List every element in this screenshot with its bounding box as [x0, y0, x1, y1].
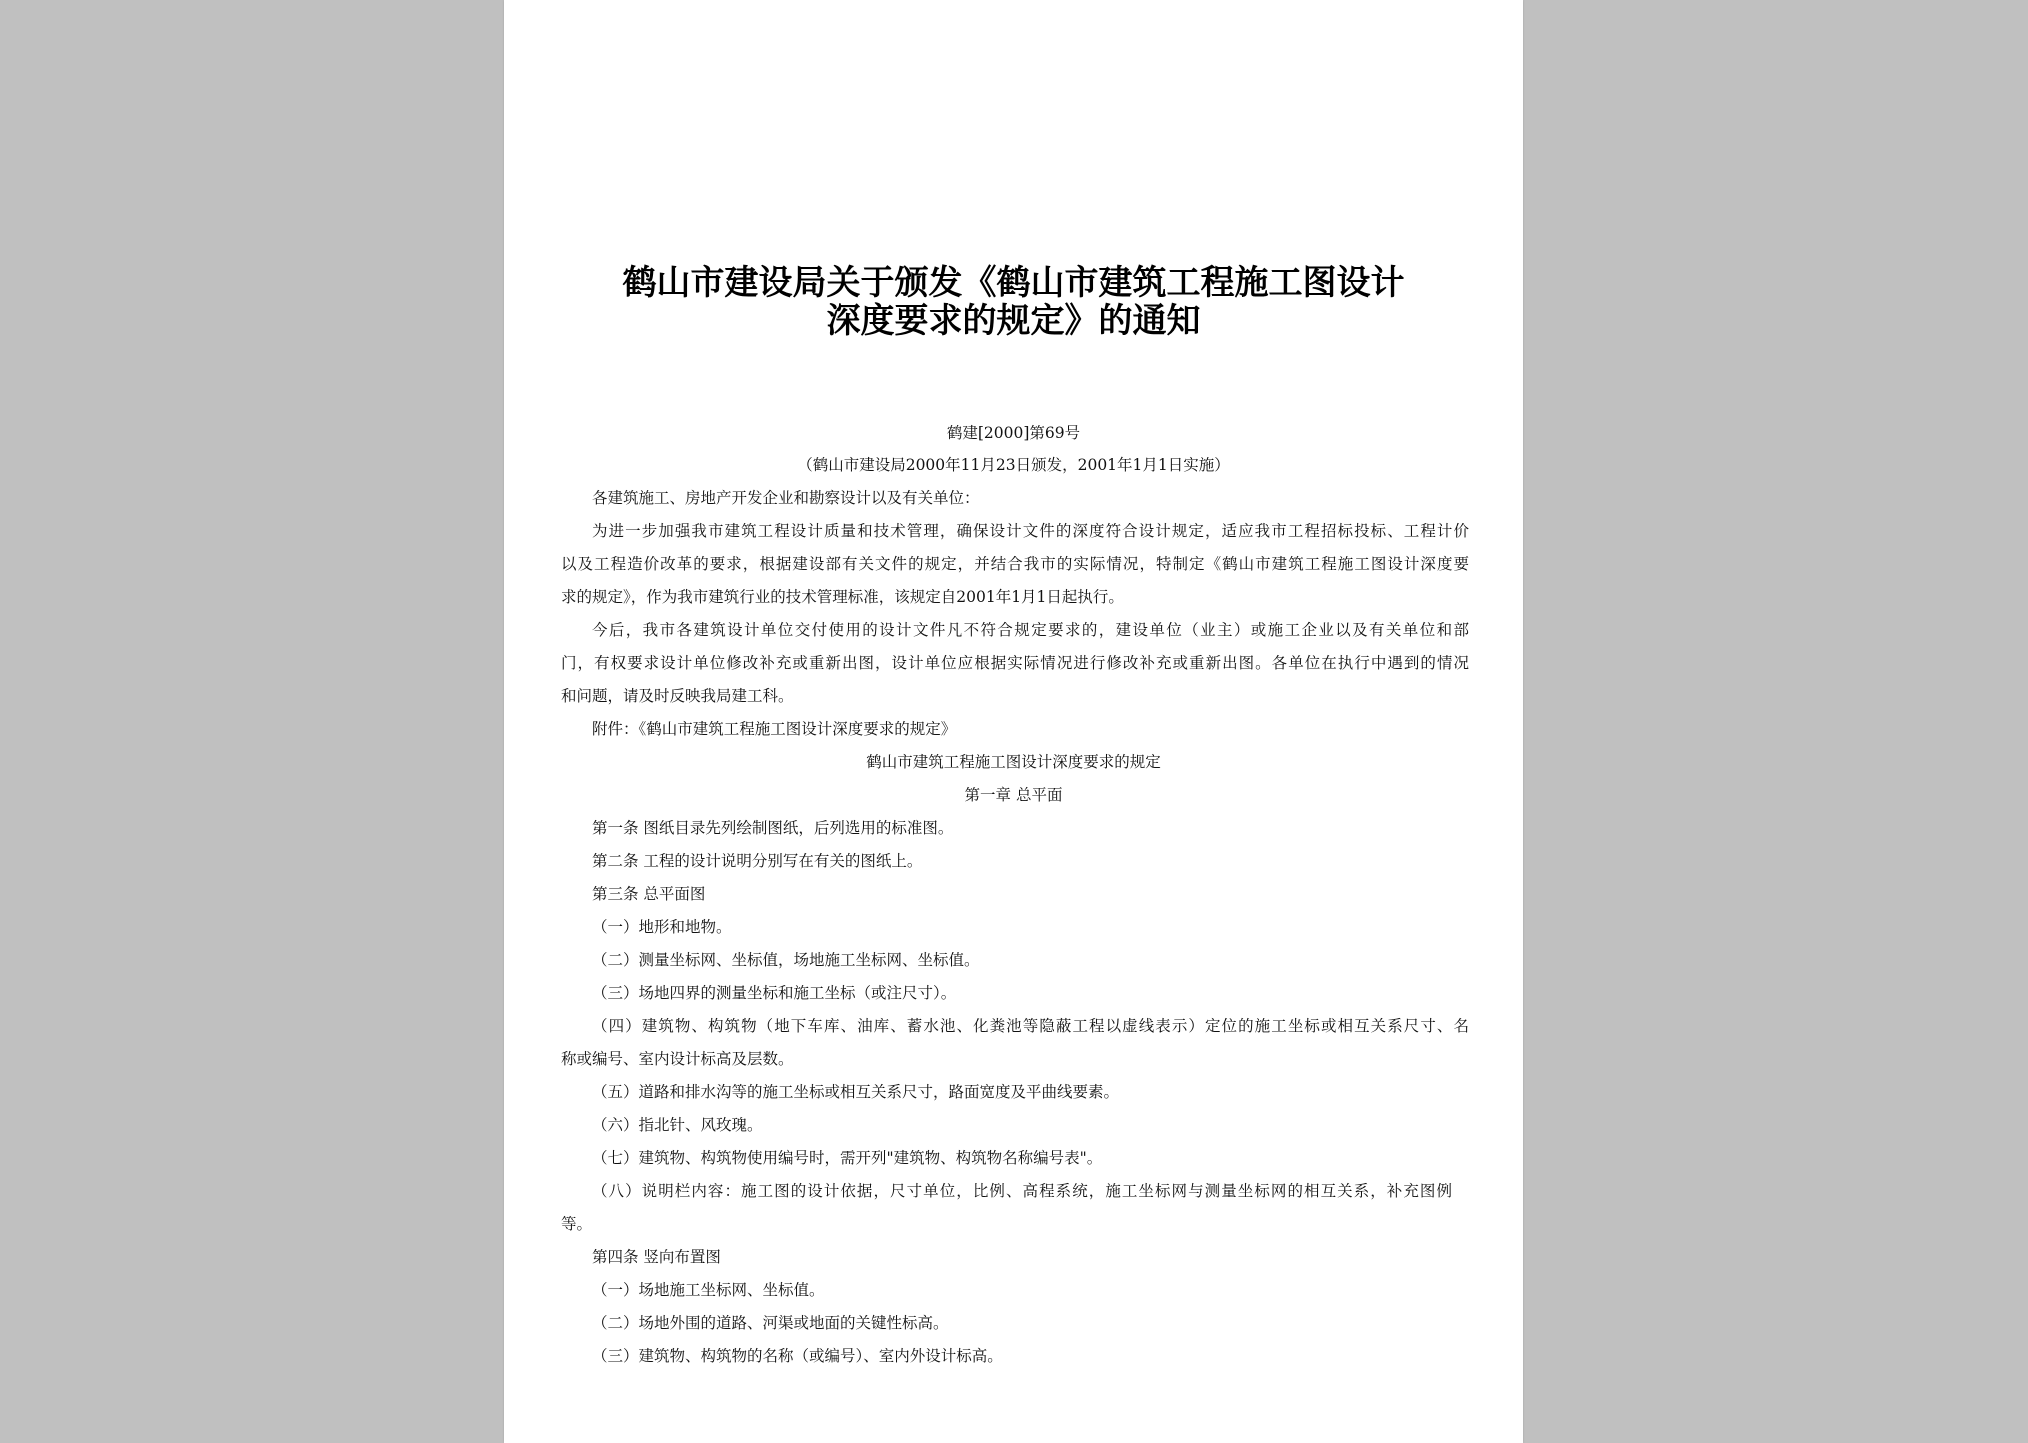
article-3-item-5: （五）道路和排水沟等的施工坐标或相互关系尺寸，路面宽度及平曲线要素。 [592, 1083, 1120, 1101]
regulation-title: 鹤山市建筑工程施工图设计深度要求的规定 [866, 753, 1161, 771]
article-3-item-4-line-1: （四）建筑物、构筑物（地下车库、油库、蓄水池、化粪池等隐蔽工程以虚线表示）定位的施工坐标或相互关系尺寸、名 [592, 1017, 1469, 1035]
para2-line-3: 和问题，请及时反映我局建工科。 [561, 687, 794, 705]
article-4-item-1: （一）场地施工坐标网、坐标值。 [592, 1281, 825, 1299]
article-4-heading: 第四条 竖向布置图 [592, 1248, 721, 1266]
article-1: 第一条 图纸目录先列绘制图纸，后列选用的标准图。 [592, 819, 954, 837]
addressee: 各建筑施工、房地产开发企业和勘察设计以及有关单位： [592, 489, 980, 507]
para1-line-2: 以及工程造价改革的要求，根据建设部有关文件的规定，并结合我市的实际情况，特制定《鹤山市建筑工程施工图设计深度要 [561, 555, 1469, 573]
article-3-item-1: （一）地形和地物。 [592, 918, 732, 936]
document-title-line-2: 深度要求的规定》的通知 [826, 301, 1201, 341]
issue-note: （鹤山市建设局2000年11月23日颁发，2001年1月1日实施） [797, 456, 1230, 474]
para2-line-2: 门，有权要求设计单位修改补充或重新出图，设计单位应根据实际情况进行修改补充或重新出图。各单位在执行中遇到的情况 [561, 654, 1469, 672]
document-number: 鹤建[2000]第69号 [946, 424, 1081, 442]
article-3-item-6: （六）指北针、风玫瑰。 [592, 1116, 763, 1134]
para1-line-3: 求的规定》，作为我市建筑行业的技术管理标准，该规定自2001年1月1日起执行。 [561, 588, 1124, 606]
document-page [504, 0, 1523, 1443]
article-3-item-4-line-2: 称或编号、室内设计标高及层数。 [561, 1050, 794, 1068]
para2-line-1: 今后，我市各建筑设计单位交付使用的设计文件凡不符合规定要求的，建设单位（业主）或施工企业以及有关单位和部 [592, 621, 1469, 639]
attachment-line: 附件：《鹤山市建筑工程施工图设计深度要求的规定》 [592, 720, 957, 738]
para1-line-1: 为进一步加强我市建筑工程设计质量和技术管理，确保设计文件的深度符合设计规定，适应我市工程招标投标、工程计价 [592, 522, 1469, 540]
article-3-item-2: （二）测量坐标网、坐标值，场地施工坐标网、坐标值。 [592, 951, 980, 969]
article-3-item-8-line-2: 等。 [561, 1215, 593, 1233]
article-4-item-2: （二）场地外围的道路、河渠或地面的关键性标高。 [592, 1314, 949, 1332]
article-2: 第二条 工程的设计说明分别写在有关的图纸上。 [592, 852, 923, 870]
article-3-item-7: （七）建筑物、构筑物使用编号时，需开列"建筑物、构筑物名称编号表"。 [592, 1149, 1103, 1167]
article-4-item-3: （三）建筑物、构筑物的名称（或编号）、室内外设计标高。 [592, 1347, 1003, 1365]
article-3-item-3: （三）场地四界的测量坐标和施工坐标（或注尺寸）。 [592, 984, 957, 1002]
article-3-heading: 第三条 总平面图 [592, 885, 706, 903]
chapter-heading: 第一章 总平面 [964, 786, 1063, 804]
document-title-line-1: 鹤山市建设局关于颁发《鹤山市建筑工程施工图设计 [622, 263, 1405, 303]
article-3-item-8-line-1: （八）说明栏内容：施工图的设计依据，尺寸单位，比例、高程系统，施工坐标网与测量坐标网的相互关系，补充图例 [592, 1182, 1452, 1200]
